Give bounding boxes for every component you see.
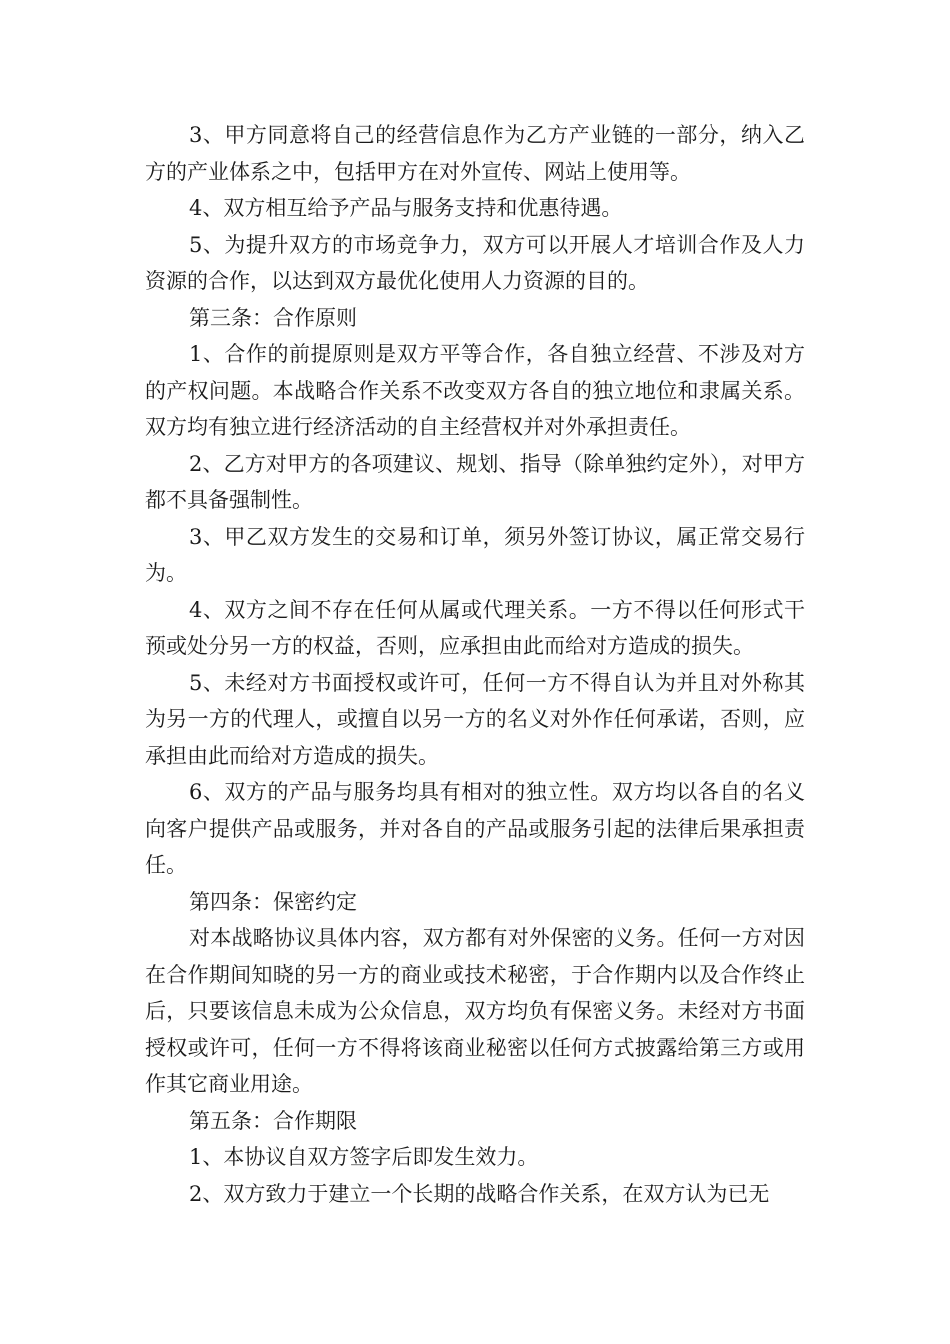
- heading-clause-5: 第五条：合作期限: [189, 1108, 357, 1133]
- paragraph-clause-5-item-1: 1、本协议自双方签字后即发生效力。: [189, 1145, 539, 1169]
- paragraph-clause-3-item-4: 4、双方之间不存在任何从属或代理关系。一方不得以任何形式干预或处分另一方的权益，否则，应承担由此而给对方造成的损失。: [145, 597, 805, 658]
- paragraph-clause-3-item-2: 2、乙方对甲方的各项建议、规划、指导（除单独约定外），对甲方都不具备强制性。: [145, 451, 805, 512]
- document-body: [145, 117, 805, 1212]
- paragraph-clause-2-item-4: 4、双方相互给予产品与服务支持和优惠待遇。: [189, 196, 623, 220]
- paragraph-clause-5-item-2: 2、双方致力于建立一个长期的战略合作关系，在双方认为已无: [189, 1181, 770, 1206]
- paragraph-clause-2-item-5: 5、为提升双方的市场竞争力，双方可以开展人才培训合作及人力资源的合作，以达到双方最优化使用人力资源的目的。: [145, 232, 805, 293]
- paragraph-clause-3-item-1: 1、合作的前提原则是双方平等合作，各自独立经营、不涉及对方的产权问题。本战略合作关系不改变双方各自的独立地位和隶属关系。双方均有独立进行经济活动的自主经营权并对外承担责任。: [145, 342, 805, 439]
- heading-clause-4: 第四条：保密约定: [189, 889, 357, 914]
- paragraph-clause-3-item-6: 6、双方的产品与服务均具有相对的独立性。双方均以各自的名义向客户提供产品或服务，并对各自的产品或服务引起的法律后果承担责任。: [145, 780, 805, 877]
- heading-clause-3: 第三条：合作原则: [189, 305, 357, 330]
- paragraph-clause-3-item-3: 3、甲乙双方发生的交易和订单，须另外签订协议，属正常交易行为。: [145, 524, 805, 585]
- paragraph-clause-4-body: 对本战略协议具体内容，双方都有对外保密的义务。任何一方对因在合作期间知晓的另一方的商业或技术秘密，于合作期内以及合作终止后，只要该信息未成为公众信息，双方均负有保密义务。未经对方书面授权或许可，任何一方不得将该商业秘密以任何方式披露给第三方或用作其它商业用途。: [145, 926, 805, 1096]
- paragraph-clause-3-item-5: 5、未经对方书面授权或许可，任何一方不得自认为并且对外称其为另一方的代理人，或擅自以另一方的名义对外作任何承诺，否则，应承担由此而给对方造成的损失。: [145, 670, 805, 768]
- paragraph-clause-2-item-3: 3、甲方同意将自己的经营信息作为乙方产业链的一部分，纳入乙方的产业体系之中，包括甲方在对外宣传、网站上使用等。: [145, 123, 805, 184]
